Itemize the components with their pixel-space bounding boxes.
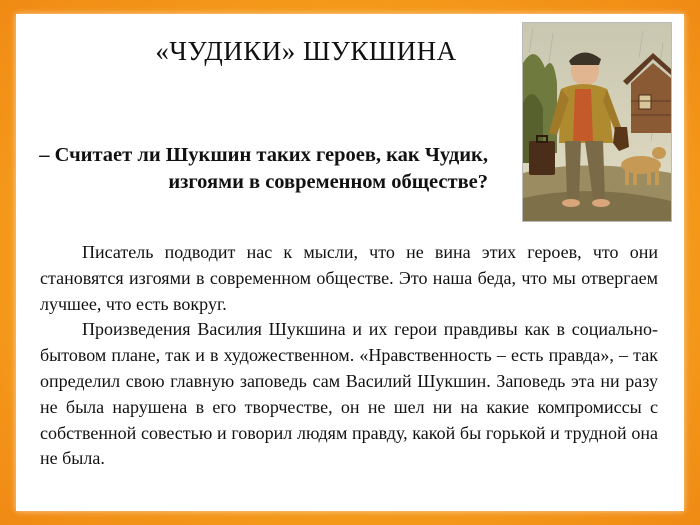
body-text: [40, 240, 658, 472]
slide-title: «ЧУДИКИ» ШУКШИНА: [155, 36, 457, 66]
paragraph: Произведения Василия Шукшина и их герои правдивы как в социально-бытовом плане, так и в художественном. «Нравственность – есть правда», – так определил свою главную заповедь сам Василий Шукшин. Заповедь эта ни разу не была нарушена в его творчестве, он не шел ни на какие компромиссы с собственной совестью и говорил людям правду, какой бы горькой и трудной она не была.: [40, 319, 658, 469]
illustration-drawing: [523, 23, 671, 221]
question-text: – Считает ли Шукшин таких героев, как Чудик, изгоями в современном обществе?: [39, 144, 488, 193]
illustration: [522, 22, 672, 222]
slide: [16, 14, 684, 511]
paragraph: Писатель подводит нас к мысли, что не вина этих героев, что они становятся изгоями в современном обществе. Это наша беда, что мы отвергаем лучшее, что есть вокруг.: [40, 242, 658, 314]
